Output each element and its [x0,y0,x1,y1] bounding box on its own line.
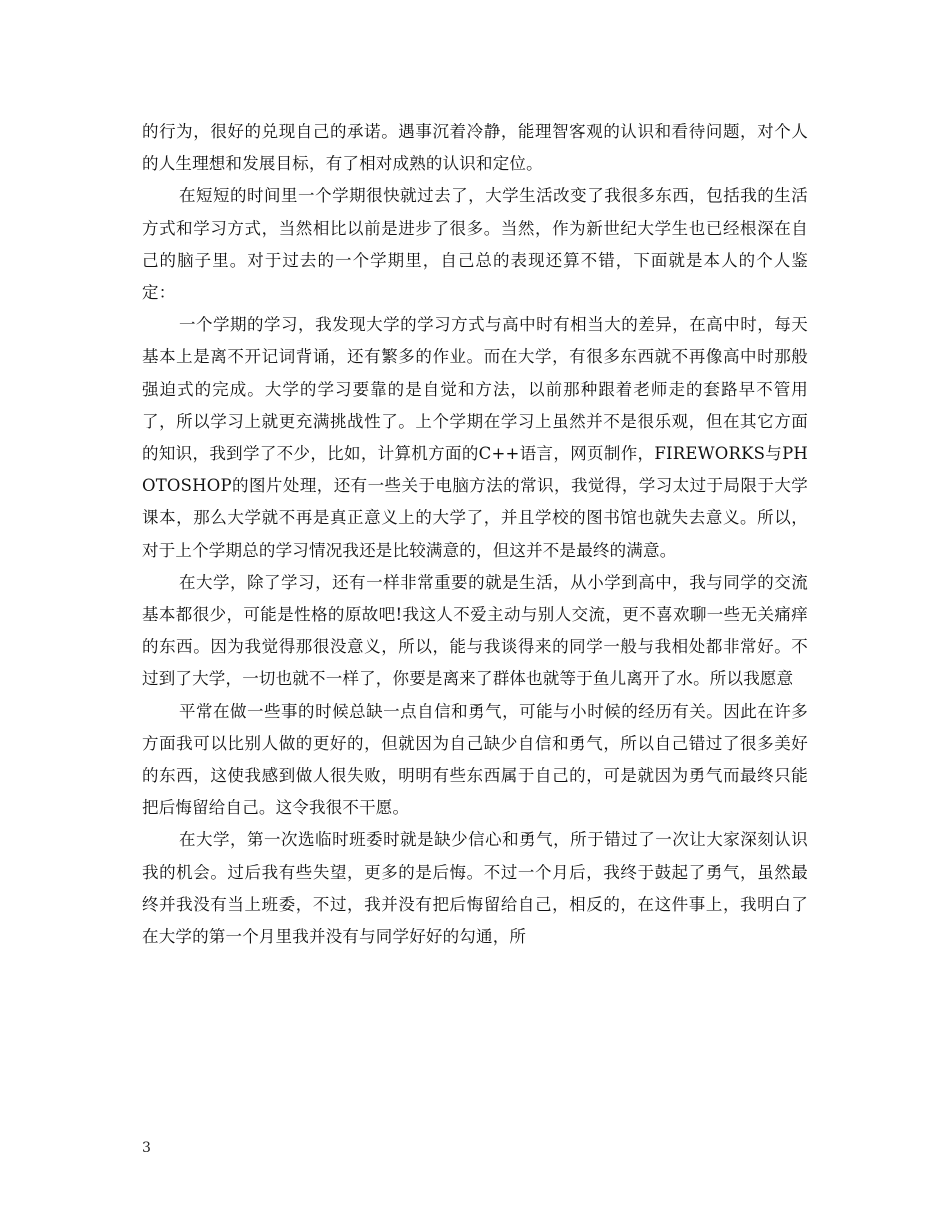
paragraph-confidence: 平常在做一些事的时候总缺一点自信和勇气，可能与小时候的经历有关。因此在许多方面我可以比别人做的更好的，但就因为自己缺少自信和勇气，所以自己错过了很多美好的东西，这使我感到做人很失败，明明有些东西属于自己的，可是就因为勇气而最终只能把后悔留给自己。这令我很不干愿。 [142,701,808,818]
document-body [142,116,808,953]
page-number: 3 [142,1140,151,1156]
paragraph-class-committee: 在大学，第一次选临时班委时就是缺少信心和勇气，所于错过了一次让大家深刻认识我的机会。过后我有些失望，更多的是后悔。不过一个月后，我终于鼓起了勇气，虽然最终并我没有当上班委，不过，我并没有把后悔留给自己，相反的，在这件事上，我明白了在大学的第一个月里我并没有与同学好好的勾通，所 [142,830,808,947]
paragraph-life: 在大学，除了学习，还有一样非常重要的就是生活，从小学到高中，我与同学的交流基本都很少，可能是性格的原故吧!我这人不爱主动与别人交流，更不喜欢聊一些无关痛痒的东西。因为我觉得那很没意义，所以，能与我谈得来的同学一般与我相处都非常好。不过到了大学，一切也就不一样了，你要是离来了群体也就等于鱼儿离开了水。所以我愿意 [142,572,808,689]
paragraph-semester-overview: 在短短的时间里一个学期很快就过去了，大学生活改变了我很多东西，包括我的生活方式和学习方式，当然相比以前是进步了很多。当然，作为新世纪大学生也已经根深在自己的脑子里。对于过去的一个学期里，自己总的表现还算不错，下面就是本人的个人鉴定： [142,186,808,303]
paragraph-study: 一个学期的学习，我发现大学的学习方式与高中时有相当大的差异，在高中时，每天基本上是离不开记词背诵，还有繁多的作业。而在大学，有很多东西就不再像高中时那般强迫式的完成。大学的学习要靠的是自觉和方法，以前那种跟着老师走的套路早不管用了，所以学习上就更充满挑战性了。上个学期在学习上虽然并不是很乐观，但在其它方面的知识，我到学了不少，比如，计算机方面的C++语言，网页制作，FIREWORKS与PHOTOSHOP的图片处理，还有一些关于电脑方法的常识，我觉得，学习太过于局限于大学课本，那么大学就不再是真正意义上的大学了，并且学校的图书馆也就失去意义。所以，对于上个学期总的学习情况我还是比较满意的，但这并不是最终的满意。 [142,315,808,560]
paragraph-continued: 的行为，很好的兑现自己的承诺。遇事沉着冷静，能理智客观的认识和看待问题，对个人的人生理想和发展目标，有了相对成熟的认识和定位。 [142,122,808,174]
